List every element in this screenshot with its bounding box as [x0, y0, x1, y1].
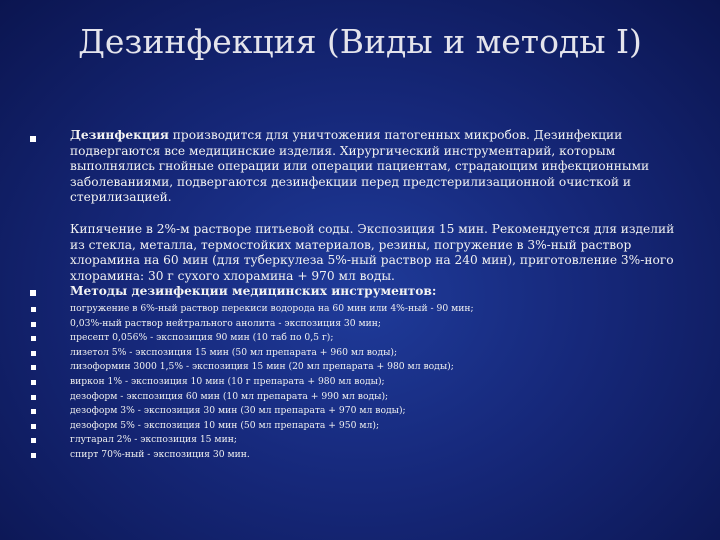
method-text: дезоформ 3% - экспозиция 30 мин (30 мл препарата + 970 мл воды); — [70, 405, 406, 417]
list-item — [0, 404, 720, 419]
disinfection-term: Дезинфекция — [70, 128, 169, 142]
list-item — [0, 346, 720, 361]
list-item — [0, 419, 720, 434]
method-text: 0,03%-ный раствор нейтрального анолита - экспозиция 30 мин; — [70, 317, 382, 329]
bullet-icon — [31, 307, 36, 312]
method-text: виркон 1% - экспозиция 10 мин (10 г препарата + 980 мл воды); — [70, 375, 385, 387]
bullet-icon — [31, 438, 36, 443]
method-text: пресепт 0,056% - экспозиция 90 мин (10 таб по 0,5 г); — [70, 332, 334, 344]
bullet-icon — [31, 409, 36, 414]
methods-heading: Методы дезинфекции медицинских инструментов: — [70, 284, 437, 298]
list-item — [0, 360, 720, 375]
disinfection-text: производится для уничтожения патогенных микробов. Дезинфекции подвергаются все медицинские изделия. Хирургический инструментарий, которым выполнялись гнойные операции или операции пациентам, страдающим инфекционными заболеваниями, подвергаются дезинфекции перед предстерилизационной очисткой и стерилизацией. — [70, 128, 650, 205]
method-text: лизоформин 3000 1,5% - экспозиция 15 мин (20 мл препарата + 980 мл воды); — [70, 361, 454, 373]
slide-title: Дезинфекция (Виды и методы I) — [78, 22, 642, 61]
method-text: спирт 70%-ный - экспозиция 30 мин. — [70, 448, 250, 460]
methods-list — [0, 302, 720, 463]
bullet-icon — [30, 290, 36, 296]
list-item — [0, 433, 720, 448]
list-item — [0, 375, 720, 390]
bullet-icon — [31, 336, 36, 341]
bullet-icon — [31, 424, 36, 429]
list-item — [0, 317, 720, 332]
bullet-icon — [31, 365, 36, 370]
bullet-icon — [31, 395, 36, 400]
bullet-icon — [31, 453, 36, 458]
method-text: погружение в 6%-ный раствор перекиси водорода на 60 мин или 4%-ный - 90 мин; — [70, 303, 474, 314]
bullet-icon — [31, 351, 36, 356]
method-text: дезоформ - экспозиция 60 мин (10 мл препарата + 990 мл воды); — [70, 390, 389, 402]
list-item — [0, 448, 720, 463]
list-item — [0, 331, 720, 346]
method-text: лизетол 5% - экспозиция 15 мин (50 мл препарата + 960 мл воды); — [70, 346, 398, 358]
boiling-paragraph: Кипячение в 2%-м растворе питьевой соды. Экспозиция 15 мин. Рекомендуется для изделий из стекла, металла, термостойких материалов, резины, погружение в 3%-ный раствор хлорамина на 60 мин (для туберкулеза 5%-ный раствор на 240 мин), приготовление 3%-ного хлорамина: 30 г сухого хлорамина + 970 мл воды. — [70, 222, 675, 283]
bullet-icon — [31, 322, 36, 327]
method-text: глутарал 2% - экспозиция 15 мин; — [70, 434, 237, 446]
list-item — [0, 302, 720, 317]
bullet-icon — [31, 380, 36, 385]
list-item — [0, 390, 720, 405]
bullet-icon — [30, 136, 36, 142]
disinfection-paragraph — [70, 128, 685, 206]
method-text: дезоформ 5% - экспозиция 10 мин (50 мл препарата + 950 мл); — [70, 419, 380, 431]
